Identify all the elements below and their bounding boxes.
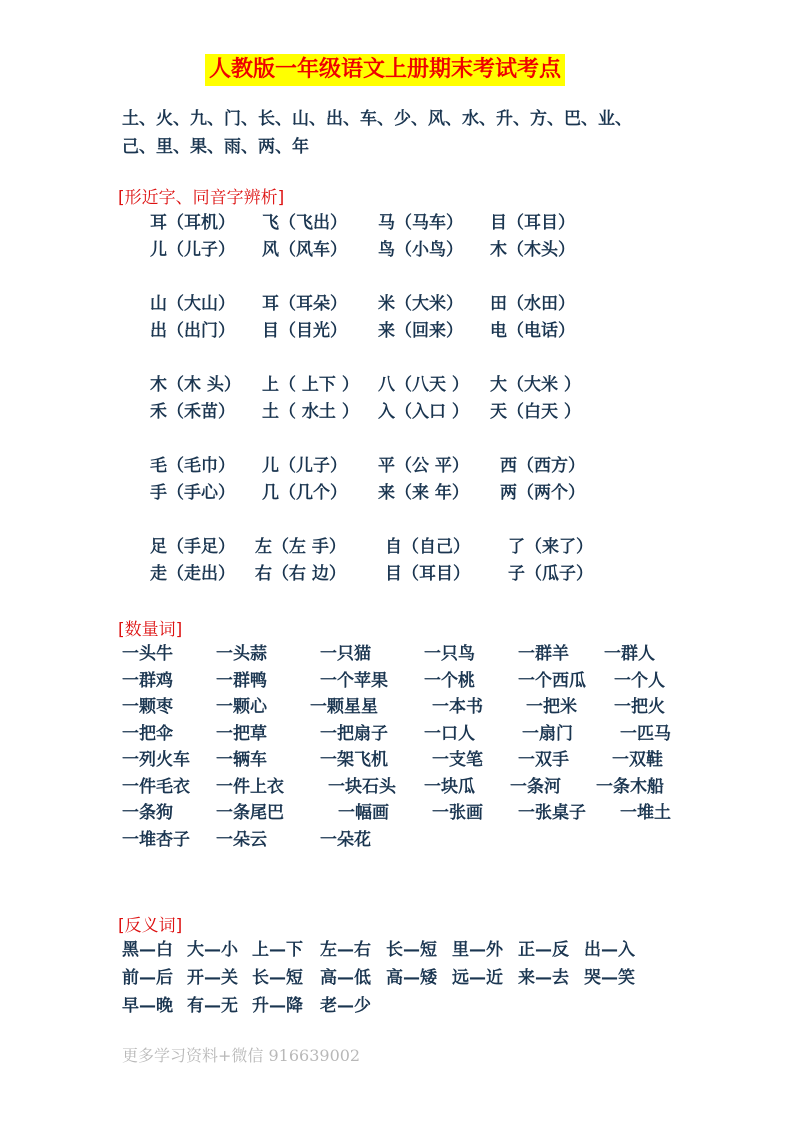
- entry: 黑—白: [122, 940, 173, 960]
- entry: 一把火: [614, 697, 665, 717]
- entry: 一个人: [614, 670, 665, 691]
- entry: 一扇门: [522, 723, 573, 744]
- intro-line: 己、里、果、雨、两、年: [122, 137, 309, 157]
- measure-words-row: [0, 775, 800, 799]
- antonyms-row: [0, 966, 800, 990]
- entry: 一头蒜: [216, 644, 267, 664]
- entry: 一只鸟: [424, 644, 475, 664]
- similar-chars-row: [0, 535, 800, 559]
- entry: 左（左 手）: [255, 537, 346, 557]
- entry: 两（两个）: [500, 483, 585, 503]
- entry: 几（几个）: [262, 483, 347, 503]
- entry: 入（入口 ）: [378, 402, 469, 422]
- entry: 子（瓜子）: [508, 564, 593, 584]
- section-heading-similar-chars: [形近字、同音字辨析]: [118, 188, 285, 208]
- entry: 有—无: [187, 996, 238, 1016]
- entry: 儿（儿子）: [262, 456, 347, 476]
- entry: 目（耳目）: [385, 564, 470, 584]
- entry: 来（来 年）: [378, 483, 469, 503]
- entry: 一块瓜: [424, 776, 475, 797]
- measure-words-row: [0, 642, 800, 666]
- similar-chars-row: [0, 454, 800, 478]
- entry: 一群鸭: [216, 670, 267, 691]
- entry: 一件上衣: [216, 776, 284, 797]
- entry: 一头牛: [122, 644, 173, 664]
- entry: 一颗心: [216, 697, 267, 717]
- section-heading-measure-words: [数量词]: [118, 620, 183, 640]
- entry: 一堆杏子: [122, 829, 190, 850]
- entry: 哭—笑: [584, 968, 635, 988]
- entry: 一条狗: [122, 803, 173, 823]
- entry: 一朵花: [320, 829, 371, 850]
- page-title: 人教版一年级语文上册期末考试考点: [205, 54, 565, 86]
- similar-chars-row: [0, 238, 800, 262]
- antonyms-row: [0, 938, 800, 962]
- entry: 走（走出）: [150, 564, 235, 584]
- entry: 一辆车: [216, 750, 267, 770]
- entry: 一口人: [424, 723, 475, 744]
- entry: 来—去: [518, 968, 569, 988]
- entry: 一支笔: [432, 750, 483, 770]
- entry: 了（来了）: [508, 537, 593, 557]
- entry: 长—短: [252, 968, 303, 988]
- entry: 左—右: [320, 940, 371, 960]
- entry: 老—少: [320, 996, 371, 1016]
- entry: 前—后: [122, 968, 173, 988]
- entry: 一列火车: [122, 750, 190, 770]
- entry: 远—近: [452, 968, 503, 988]
- entry: 耳（耳机）: [150, 213, 235, 233]
- similar-chars-row: [0, 481, 800, 505]
- entry: 一堆土: [620, 803, 671, 823]
- entry: 一朵云: [216, 829, 267, 850]
- antonyms-row: [0, 994, 800, 1018]
- entry: 一块石头: [328, 776, 396, 797]
- entry: 田（水田）: [490, 294, 575, 314]
- measure-words-row: [0, 669, 800, 693]
- entry: 鸟（小鸟）: [378, 240, 463, 260]
- similar-chars-row: [0, 562, 800, 586]
- entry: 一双鞋: [612, 750, 663, 770]
- entry: 一个苹果: [320, 670, 388, 691]
- entry: 一幅画: [338, 803, 389, 823]
- entry: 禾（禾苗）: [150, 402, 235, 422]
- entry: 马（马车）: [378, 213, 463, 233]
- entry: 正—反: [518, 940, 569, 960]
- entry: 平（公 平）: [378, 456, 469, 476]
- entry: 来（回来）: [378, 321, 463, 341]
- entry: 上—下: [252, 940, 303, 960]
- measure-words-row: [0, 748, 800, 772]
- entry: 上（ 上下 ）: [262, 375, 359, 395]
- measure-words-row: [0, 695, 800, 719]
- entry: 儿（儿子）: [150, 240, 235, 260]
- entry: 一张画: [432, 803, 483, 823]
- entry: 一个桃: [424, 670, 475, 691]
- entry: 风（风车）: [262, 240, 347, 260]
- entry: 一条木船: [596, 776, 664, 797]
- entry: 一群人: [604, 644, 655, 664]
- entry: 长—短: [386, 940, 437, 960]
- entry: 一把米: [526, 697, 577, 717]
- entry: 升—降: [252, 996, 303, 1016]
- entry: 天（白天 ）: [490, 402, 581, 422]
- entry: 一把伞: [122, 723, 173, 744]
- entry: 一条尾巴: [216, 803, 284, 823]
- entry: 一双手: [518, 750, 569, 770]
- entry: 木（木头）: [490, 240, 575, 260]
- entry: 山（大山）: [150, 294, 235, 314]
- entry: 目（目光）: [262, 321, 347, 341]
- entry: 毛（毛巾）: [150, 456, 235, 476]
- entry: 早—晚: [122, 996, 173, 1016]
- entry: 足（手足）: [150, 537, 235, 557]
- entry: 一件毛衣: [122, 776, 190, 797]
- entry: 高—矮: [386, 968, 437, 988]
- entry: 木（木 头）: [150, 375, 241, 395]
- section-heading-antonyms: [反义词]: [118, 916, 183, 936]
- entry: 一匹马: [620, 723, 671, 744]
- entry: 一把扇子: [320, 723, 388, 744]
- entry: 电（电话）: [490, 321, 575, 341]
- intro-line: 土、火、九、门、长、山、出、车、少、风、水、升、方、巴、业、: [122, 109, 632, 129]
- entry: 耳（耳朵）: [262, 294, 347, 314]
- measure-words-row: [0, 828, 800, 852]
- entry: 里—外: [452, 940, 503, 960]
- similar-chars-row: [0, 319, 800, 343]
- entry: 一群羊: [518, 644, 569, 664]
- entry: 米（大米）: [378, 294, 463, 314]
- similar-chars-row: [0, 211, 800, 235]
- entry: 一只猫: [320, 644, 371, 664]
- entry: 右（右 边）: [255, 564, 346, 584]
- entry: 出—入: [584, 940, 635, 960]
- entry: 一条河: [510, 776, 561, 797]
- entry: 一个西瓜: [518, 670, 586, 691]
- entry: 一群鸡: [122, 670, 173, 691]
- similar-chars-row: [0, 373, 800, 397]
- entry: 高—低: [320, 968, 371, 988]
- entry: 一把草: [216, 723, 267, 744]
- entry: 一架飞机: [320, 750, 388, 770]
- entry: 自（自己）: [385, 537, 470, 557]
- entry: 目（耳目）: [490, 213, 575, 233]
- entry: 八（八天 ）: [378, 375, 469, 395]
- entry: 一颗星星: [310, 697, 378, 717]
- entry: 一张桌子: [518, 803, 586, 823]
- measure-words-row: [0, 722, 800, 746]
- entry: 一颗枣: [122, 697, 173, 717]
- footer-watermark: 更多学习资料+微信 916639002: [122, 1046, 361, 1065]
- entry: 出（出门）: [150, 321, 235, 341]
- entry: 大—小: [187, 940, 238, 960]
- entry: 开—关: [187, 968, 238, 988]
- measure-words-row: [0, 801, 800, 825]
- entry: 手（手心）: [150, 483, 235, 503]
- entry: 西（西方）: [500, 456, 585, 476]
- entry: 土（ 水土 ）: [262, 402, 359, 422]
- similar-chars-row: [0, 292, 800, 316]
- entry: 大（大米 ）: [490, 375, 581, 395]
- entry: 一本书: [432, 697, 483, 717]
- entry: 飞（飞出）: [262, 213, 347, 233]
- similar-chars-row: [0, 400, 800, 424]
